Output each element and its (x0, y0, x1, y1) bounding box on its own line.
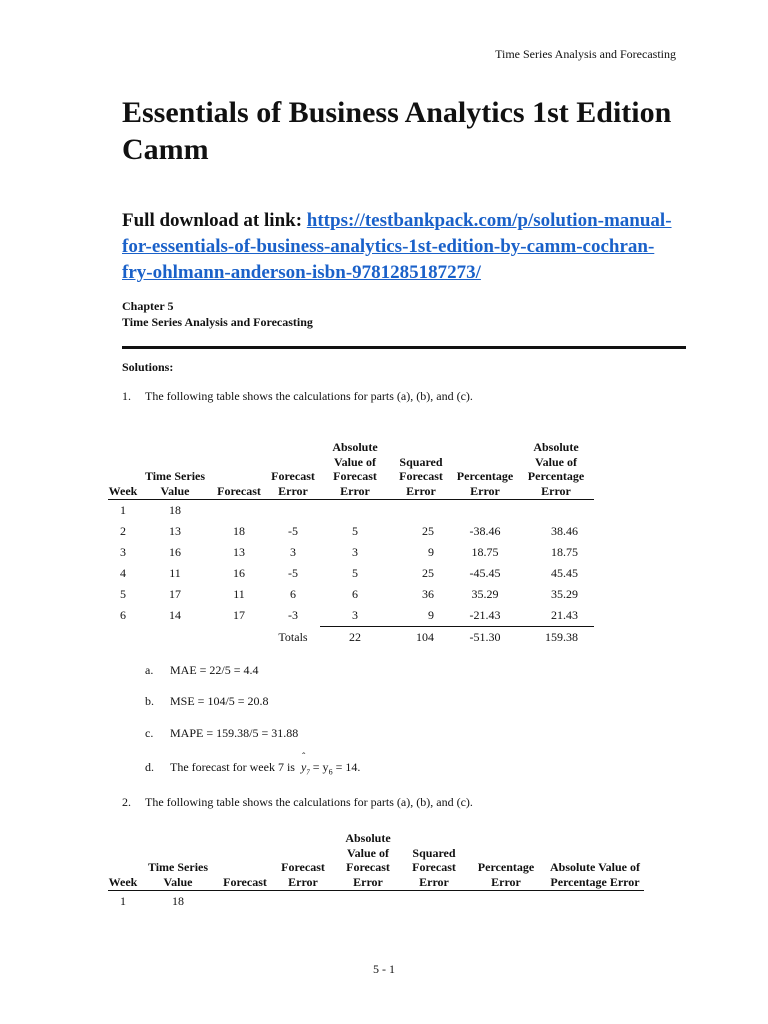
part-d-sub6: 6 (328, 767, 333, 777)
col-header: Forecast (212, 440, 266, 500)
document-title: Essentials of Business Analytics 1st Edition Camm (122, 96, 672, 166)
table-cell: -38.46 (469, 524, 501, 538)
table-row (108, 563, 594, 584)
table-cell: 9 (428, 608, 434, 622)
table-cell: -21.43 (469, 608, 501, 622)
col-header: Week (108, 831, 138, 891)
table-cell: 38.46 (551, 524, 578, 538)
problem-text: The following table shows the calculations for parts (a), (b), and (c). (145, 795, 473, 809)
table-cell: -3 (288, 608, 298, 623)
part-text: MAPE = 159.38/5 = 31.88 (170, 726, 299, 740)
table-cell: 2 (120, 524, 126, 538)
table-cell (518, 500, 594, 522)
part-d-middle: = y (312, 760, 329, 774)
table-cell: 17 (233, 608, 245, 623)
col-header: Absolute Value of Percentage Error (518, 440, 594, 500)
col-header: Percentage Error (452, 440, 518, 500)
table-cell: 25 (422, 524, 434, 538)
table-row (108, 542, 594, 563)
table-cell: 18 (233, 524, 245, 538)
forecast-symbol: ˆ $y_7$ (300, 752, 310, 777)
col-header: Absolute Value of Forecast Error (320, 440, 390, 500)
col-header: Absolute Value of Percentage Error (546, 831, 644, 891)
table-cell: -5 (288, 524, 298, 538)
chapter-title: Time Series Analysis and Forecasting (122, 315, 313, 329)
col-header: Forecast (218, 831, 272, 891)
table-cell: 159.38 (518, 627, 594, 649)
part-label: b. (145, 694, 154, 708)
part-d-prefix: The forecast for week 7 is (170, 760, 295, 774)
col-header: Absolute Value of Forecast Error (334, 831, 402, 891)
part-label: d. (145, 760, 154, 774)
table-cell (218, 891, 272, 913)
table-cell: -45.45 (469, 566, 501, 580)
problem-text: The following table shows the calculations for parts (a), (b), and (c). (145, 389, 473, 403)
chapter-block (122, 298, 313, 330)
download-link[interactable]: https://testbankpack.com/p/solution-manual-for-essentials-of-business-analytics-1st-edition-by-camm-cochran-fry-ohlmann-anderson-isbn-9781285187273/ (122, 210, 672, 283)
totals-row (108, 627, 594, 649)
table-cell: 25 (422, 566, 434, 580)
problem-number: 1. (122, 389, 131, 403)
table-cell: 11 (169, 566, 181, 580)
table-cell: 16 (233, 566, 245, 580)
col-header: Percentage Error (466, 831, 546, 891)
solutions-heading: Solutions: (122, 360, 174, 374)
table-cell (546, 891, 644, 913)
table-cell (266, 500, 320, 522)
table-cell: 13 (169, 524, 181, 538)
table-cell: 16 (169, 545, 181, 559)
col-header: Time Series Value (138, 831, 218, 891)
part-text: MAE = 22/5 = 4.4 (170, 663, 259, 677)
table-cell: 5 (120, 587, 126, 601)
totals-label: Totals (278, 629, 308, 644)
download-paragraph (122, 208, 682, 286)
table-cell: 104 (390, 627, 452, 649)
col-header: Week (108, 440, 138, 500)
col-header: Forecast Error (272, 831, 334, 891)
table-cell (402, 891, 466, 913)
chapter-number: Chapter 5 (122, 299, 174, 313)
table-row (108, 891, 644, 913)
problem-1-table (108, 440, 594, 648)
part-text (170, 752, 361, 777)
table-cell: 14 (169, 608, 181, 623)
part-label: a. (145, 663, 154, 677)
table-cell: 5 (352, 566, 358, 580)
table-cell: 11 (233, 587, 245, 601)
table-cell (334, 891, 402, 913)
problem-2-table (108, 831, 644, 912)
part-text: MSE = 104/5 = 20.8 (170, 694, 269, 708)
problem-number: 2. (122, 795, 131, 809)
table-cell: 18 (169, 503, 181, 517)
download-label: Full download at link: (122, 210, 303, 231)
table-cell (452, 500, 518, 522)
table-cell: 22 (320, 627, 390, 649)
table-cell (212, 500, 266, 522)
table-cell: 18.75 (551, 545, 578, 559)
table-cell: 3 (290, 545, 296, 559)
table-cell: 36 (422, 587, 434, 601)
table-row (108, 500, 594, 522)
col-header: Squared Forecast Error (402, 831, 466, 891)
table-cell (466, 891, 546, 913)
part-d-suffix: = 14. (335, 760, 361, 774)
table-cell: 1 (120, 503, 126, 517)
table-cell: -51.30 (452, 627, 518, 649)
table-cell: 3 (352, 545, 358, 559)
table-cell: 3 (120, 545, 126, 559)
col-header: Forecast Error (266, 440, 320, 500)
table-row (108, 521, 594, 542)
col-header: Time Series Value (138, 440, 212, 500)
table-cell: 5 (352, 524, 358, 538)
table-cell: 6 (290, 587, 296, 601)
table-row (108, 584, 594, 605)
table-cell: 18.75 (471, 545, 499, 559)
table-cell: 6 (120, 608, 126, 623)
table-cell: 1 (120, 894, 126, 908)
table-cell: 18 (172, 894, 184, 908)
table-cell: 4 (120, 566, 126, 580)
table-cell (272, 891, 334, 913)
table-cell: 35.29 (551, 587, 578, 601)
table-cell: 3 (352, 608, 358, 622)
table-cell: 45.45 (551, 566, 578, 580)
table-cell: 9 (428, 545, 434, 559)
part-label: c. (145, 726, 154, 740)
table-cell: -5 (288, 566, 298, 580)
table-cell: 6 (352, 587, 358, 601)
table-cell (390, 500, 452, 522)
page-number: 5 - 1 (373, 962, 395, 976)
running-header: Time Series Analysis and Forecasting (495, 47, 676, 61)
table-row (108, 605, 594, 627)
table-cell: 17 (169, 587, 181, 601)
table-cell (320, 500, 390, 522)
section-divider (122, 346, 686, 349)
table-cell: 35.29 (471, 587, 499, 601)
table-cell: 21.43 (551, 608, 578, 622)
col-header: Squared Forecast Error (390, 440, 452, 500)
table-cell: 13 (233, 545, 245, 559)
